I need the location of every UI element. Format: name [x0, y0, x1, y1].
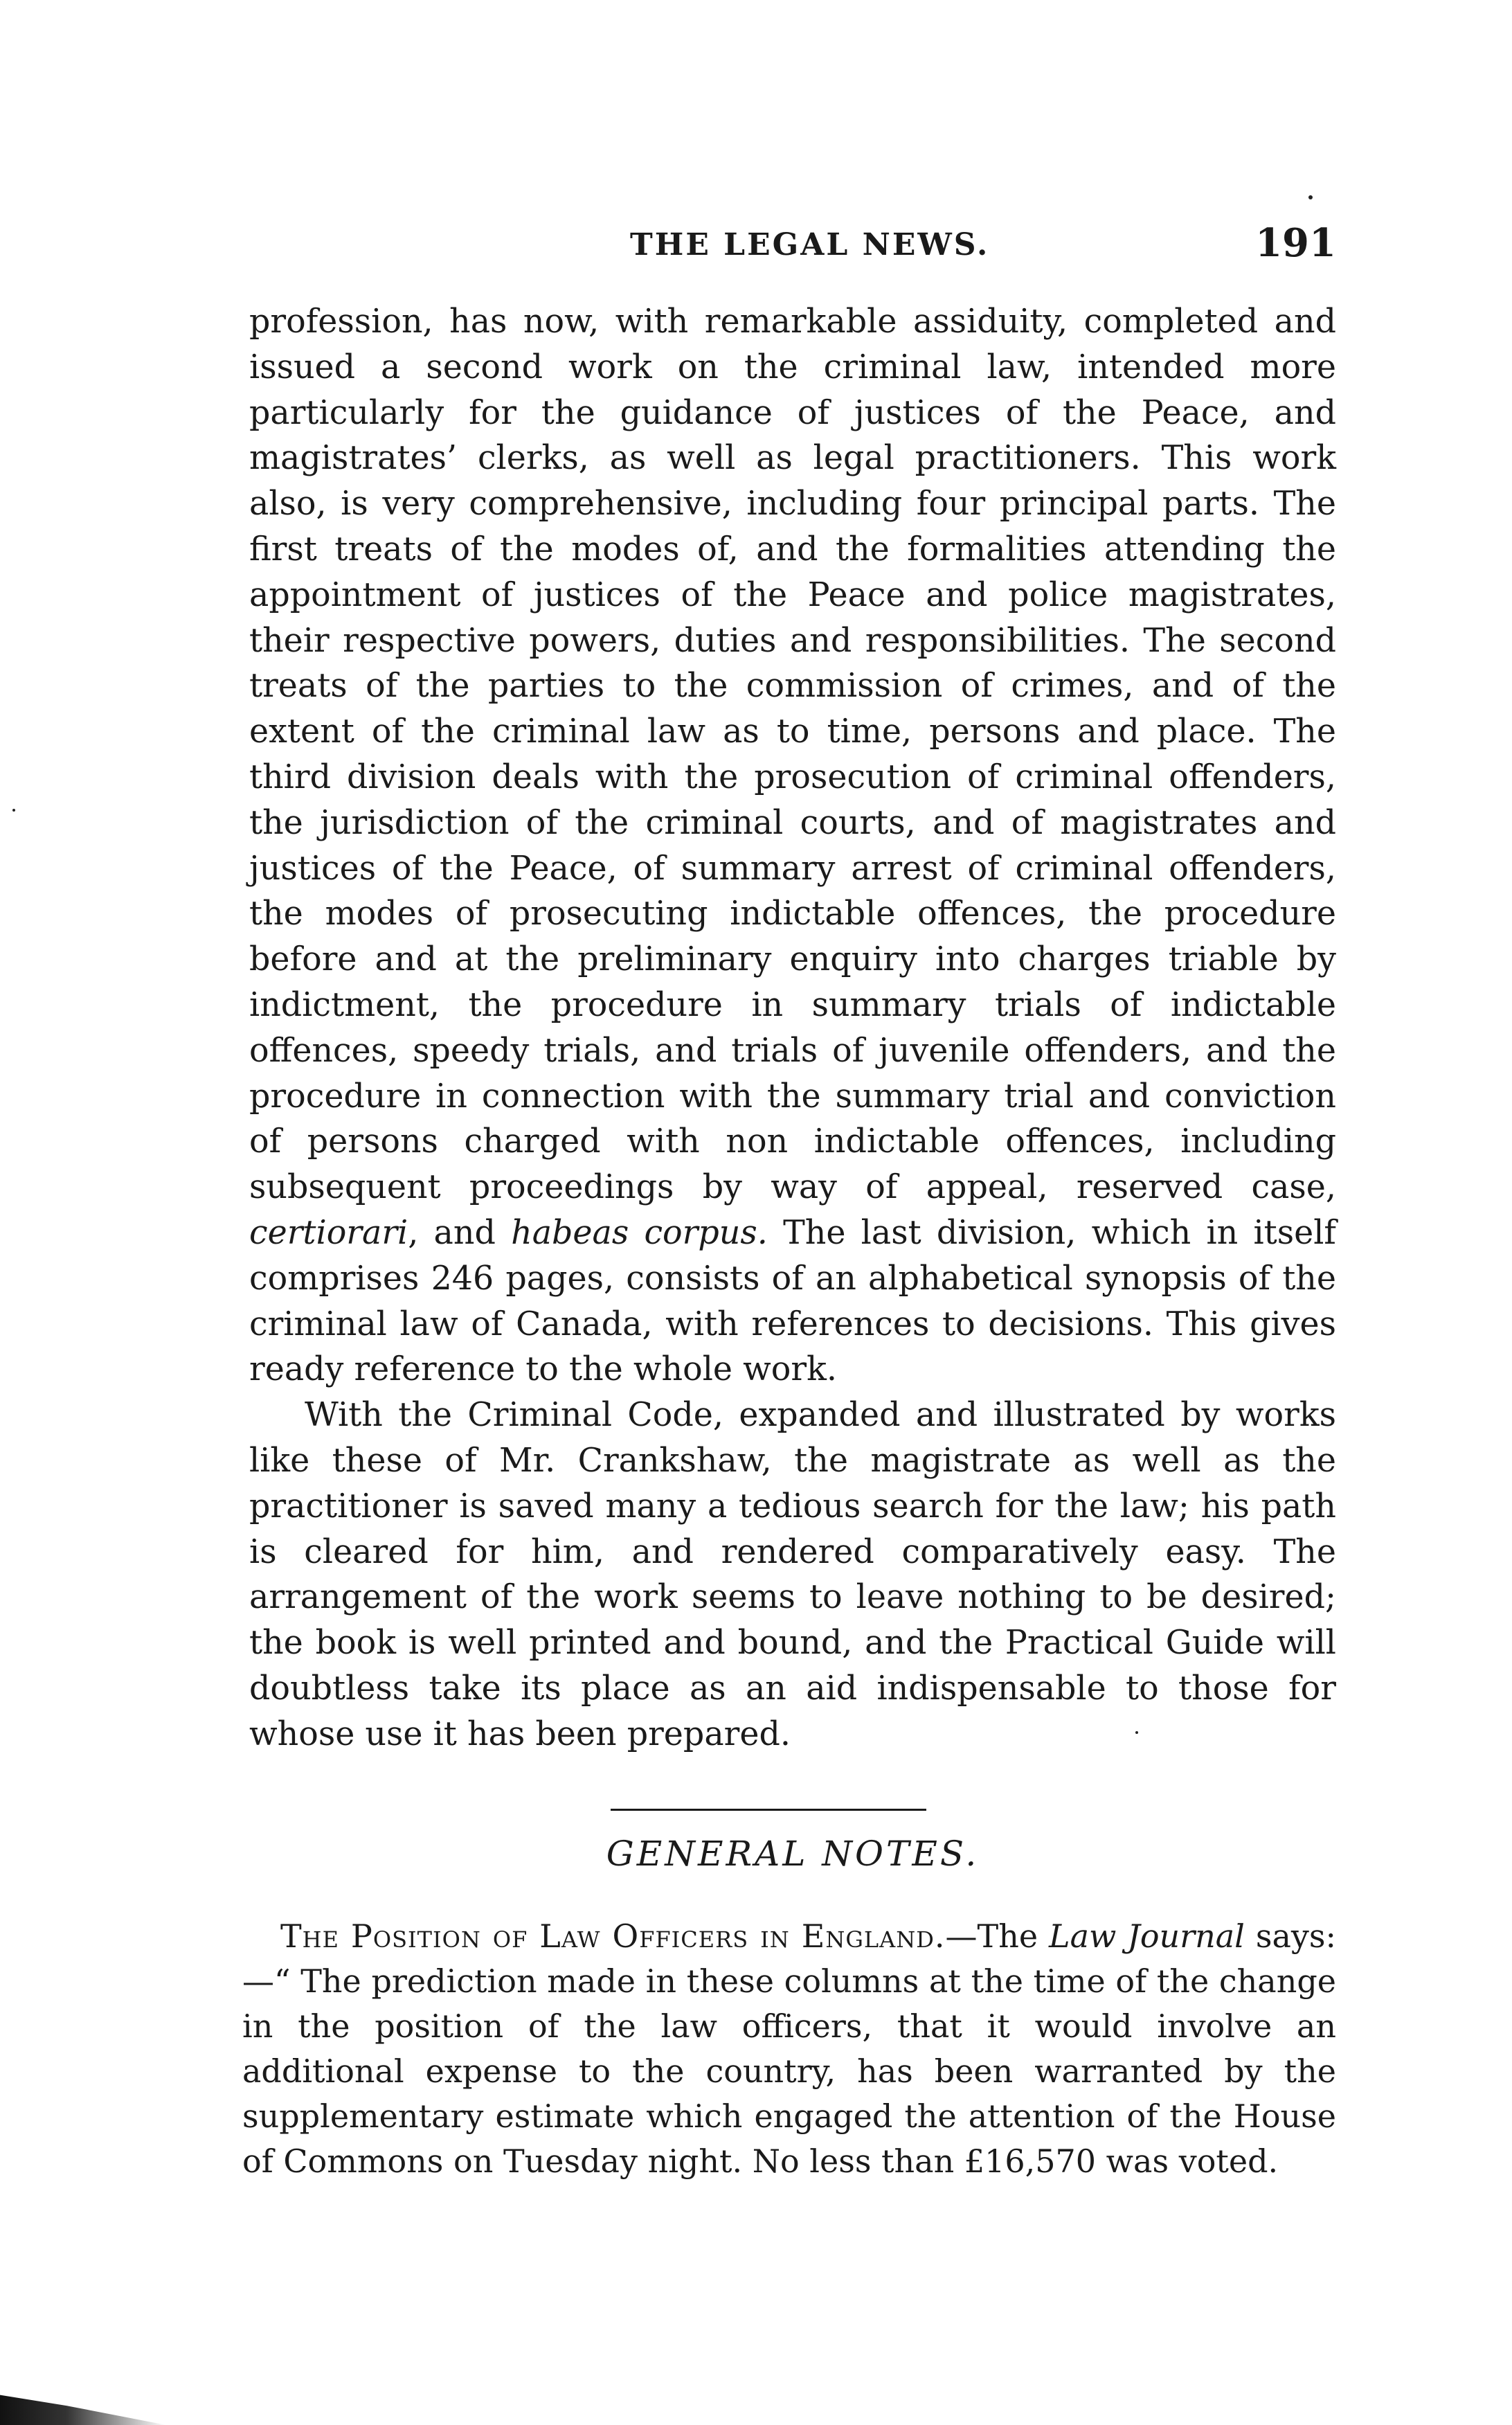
note-title: The Position of Law Officers in England. — [280, 1917, 946, 1955]
running-title: THE LEGAL NEWS. — [630, 227, 990, 262]
journal-name: Law Journal — [1049, 1917, 1245, 1955]
review-paragraph-1-end: The last division, which in itself comprises 246 pages, consists of an alphabetical synopsis of the criminal law of Canada, with references to decisions. This gives ready reference to the whole work. — [249, 1213, 1336, 1389]
review-paragraph-1-mid: , and — [408, 1213, 496, 1252]
italic-habeas-corpus: habeas corpus. — [511, 1213, 768, 1252]
italic-certiorari: certiorari — [249, 1213, 408, 1252]
general-notes-text — [242, 1914, 1336, 2184]
section-heading: GENERAL NOTES. — [606, 1834, 980, 1874]
page-number: 191 — [1255, 220, 1336, 266]
note-dash: —The — [945, 1917, 1038, 1955]
review-paragraph-1-text: profession, has now, with remarkable assiduity, completed and issued a second work on the criminal law, intended more particularly for the guidance of justices of the Peace, and magistrates’ clerks, as well as legal practitioners. This work also, is very comprehensive, including four principal parts. The first treats of the modes of, and the formalities attending the appointment of justices of the Peace and police magistrates, their respective powers, duties and responsibilities. The second treats of the parties to the commission of crimes, and of the extent of the criminal law as to time, persons and place. The third division deals with the prosecution of criminal offenders, the jurisdiction of the criminal courts, and of magistrates and justices of the Peace, of summary arrest of criminal offenders, the modes of prosecuting indictable offences, the procedure before and at the preliminary enquiry into charges triable by indictment, the procedure in summary trials of indictable offences, speedy trials, and trials of juvenile offenders, and the procedure in connection with the summary trial and conviction of persons charged with non indictable offences, including subsequent proceedings by way of appeal, reserved case, — [249, 303, 1336, 1207]
note-body: says:—“ The prediction made in these columns at the time of the change in the position of the law officers, that it would involve an additional expense to the country, has been warranted by the supplementary estimate which engaged the attention of the House of Commons on Tuesday night. No less than £16,570 was voted. — [242, 1917, 1336, 2180]
section-divider — [611, 1809, 926, 1811]
page-corner-smudge — [0, 2382, 166, 2425]
note-paragraph — [242, 1914, 1336, 2184]
print-speck — [12, 809, 15, 812]
review-paragraph-2: With the Criminal Code, expanded and illustrated by works like these of Mr. Crankshaw, the magistrate as well as the practitioner is saved many a tedious search for the law; his path is cleared for him, and rendered comparatively easy. The arrangement of the work seems to leave nothing to be desired; the book is well printed and bound, and the Practical Guide will doubtless take its place as an aid indispensable to those for whose use it has been prepared. — [249, 1396, 1336, 1753]
review-paragraph-1 — [249, 299, 1336, 1393]
print-speck — [1308, 195, 1313, 199]
print-speck — [1135, 1731, 1138, 1734]
review-text — [249, 299, 1336, 1757]
running-head — [249, 220, 1336, 276]
